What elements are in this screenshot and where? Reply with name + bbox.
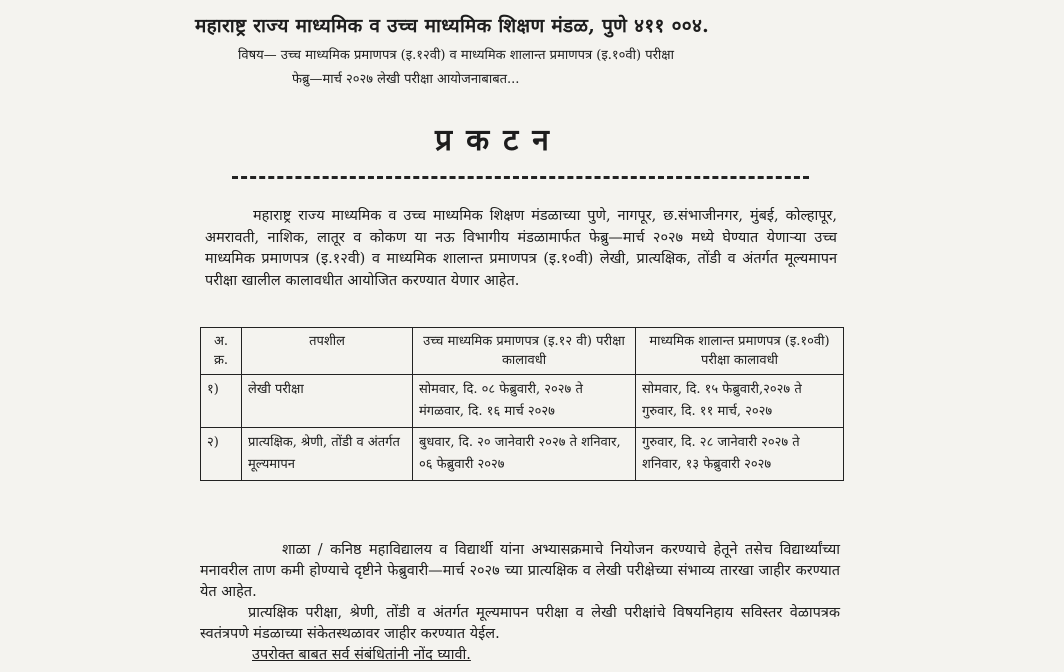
subject-line-1: विषय— उच्च माध्यमिक प्रमाणपत्र (इ.१२वी) व माध्यमिक शालान्त प्रमाणपत्र (इ.१०वी) परीक्षा	[238, 48, 674, 63]
closing-text-2: प्रात्यक्षिक परीक्षा, श्रेणी, तोंडी व अंतर्गत मूल्यमापन परीक्षा व लेखी परीक्षांचे विषयनिहाय सविस्तर वेळापत्रक स्वतंत्रपणे मंडळाच्या संकेतस्थळावर जाहीर करण्यात येईल.	[200, 605, 840, 642]
header-details: तपशील	[242, 328, 413, 375]
dashed-divider	[232, 176, 809, 179]
subject-line-2: फेब्रु—मार्च २०२७ लेखी परीक्षा आयोजनाबाबत...	[292, 72, 520, 87]
closing-section	[200, 540, 840, 666]
row-details: लेखी परीक्षा	[242, 375, 413, 428]
row-ssc-period: गुरुवार, दि. २८ जानेवारी २०२७ ते शनिवार, १३ फेब्रुवारी २०२७	[636, 428, 844, 481]
header-ssc-period: माध्यमिक शालान्त प्रमाणपत्र (इ.१०वी) परीक्षा कालावधी	[636, 328, 844, 375]
exam-schedule-table	[200, 327, 844, 481]
table-row	[201, 428, 844, 481]
closing-paragraph-1	[200, 540, 840, 603]
row-serial-no: २)	[201, 428, 242, 481]
board-name-heading: महाराष्ट्र राज्य माध्यमिक व उच्च माध्यमिक शिक्षण मंडळ, पुणे ४११ ००४.	[195, 15, 710, 37]
row-hsc-period: सोमवार, दि. ०८ फेब्रुवारी, २०२७ ते मंगळवार, दि. १६ मार्च २०२७	[413, 375, 636, 428]
closing-paragraph-3	[200, 645, 840, 666]
row-details: प्रात्यक्षिक, श्रेणी, तोंडी व अंतर्गत मूल्यमापन	[242, 428, 413, 481]
header-hsc-period: उच्च माध्यमिक प्रमाणपत्र (इ.१२ वी) परीक्षा कालावधी	[413, 328, 636, 375]
closing-text-1: शाळा / कनिष्ठ महाविद्यालय व विद्यार्थी यांना अभ्यासक्रमाचे नियोजन करण्याचे हेतूने तसेच विद्यार्थ्यांच्या मनावरील ताण कमी होण्याचे दृष्टीने फेब्रुवारी—मार्च २०२७ च्या प्रात्यक्षिक व लेखी परीक्षेच्या संभाव्य तारखा जाहीर करण्यात येत आहेत.	[200, 542, 840, 600]
intro-paragraph	[205, 206, 837, 292]
notice-title: प्रकटन	[435, 123, 563, 158]
intro-text: महाराष्ट्र राज्य माध्यमिक व उच्च माध्यमिक शिक्षण मंडळाच्या पुणे, नागपूर, छ.संभाजीनगर, मुंबई, कोल्हापूर, अमरावती, नाशिक, लातूर व कोकण या नऊ विभागीय मंडळामार्फत फेब्रु—मार्च २०२७ मध्ये घेण्यात येणाऱ्या उच्च माध्यमिक प्रमाणपत्र (इ.१२वी) व माध्यमिक शालान्त प्रमाणपत्र (इ.१०वी) लेखी, प्रात्यक्षिक, तोंडी व अंतर्गत मूल्यमापन परीक्षा खालील कालावधीत आयोजित करण्यात येणार आहेत.	[205, 208, 837, 289]
row-ssc-period: सोमवार, दि. १५ फेब्रुवारी,२०२७ ते गुरुवार, दि. ११ मार्च, २०२७	[636, 375, 844, 428]
row-serial-no: १)	[201, 375, 242, 428]
closing-note: उपरोक्त बाबत सर्व संबंधितांनी नोंद घ्यावी.	[252, 647, 471, 663]
row-hsc-period: बुधवार, दि. २० जानेवारी २०२७ ते शनिवार, ०६ फेब्रुवारी २०२७	[413, 428, 636, 481]
table-row	[201, 375, 844, 428]
closing-paragraph-2	[200, 603, 840, 645]
table-header-row	[201, 328, 844, 375]
subject-block	[238, 44, 838, 92]
header-serial-no: अ. क्र.	[201, 328, 242, 375]
